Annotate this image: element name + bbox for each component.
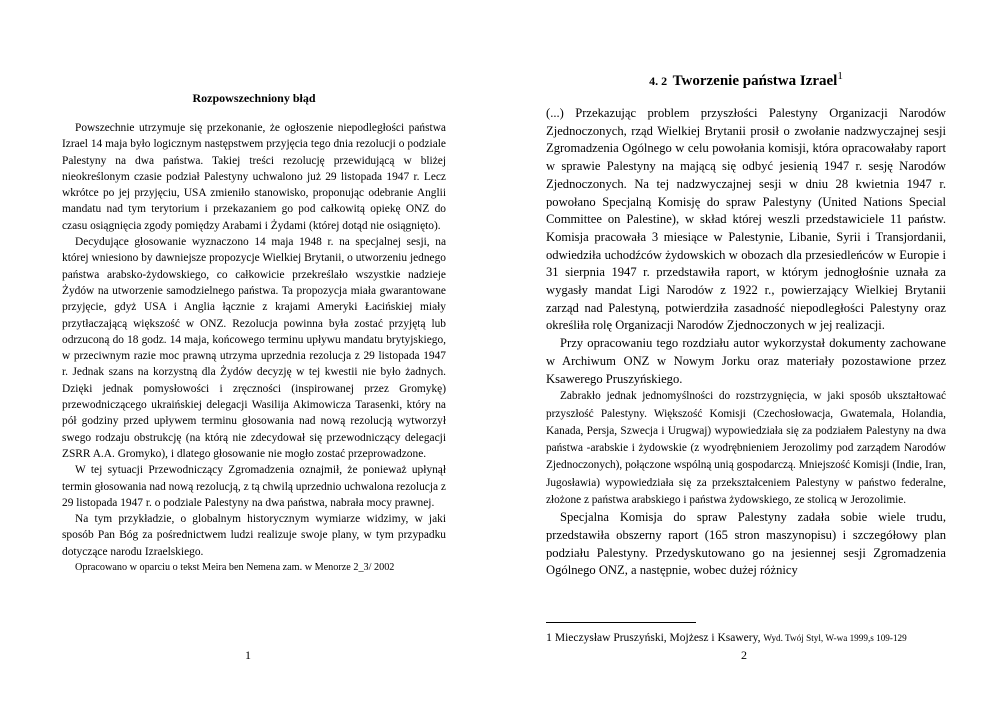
footnote-divider <box>546 622 696 623</box>
right-paragraph: Zabrakło jednak jednomyślności do rozstrzygnięcia, w jaki sposób ukształtować przyszłość Palestyny. Większość Komisji (Czechosłowacja, Gwatemala, Holandia, Kanada, Persja, Szwecja i Urugwaj) wypowiedziała się za podziałem Palestyny na dwa państwa -arabskie i żydowskie (z wyodrębnieniem Jerozolimy pod zarządem Narodów Zjednoczonych), połączone wspólną unią gospodarczą. Mniejszość Komisji (Indie, Iran, Jugosławia) wypowiedziała się za przekształceniem Palestyny w państwo federalne, złożone z państwa arabskiego i państwa żydowskiego, ze stolicą w Jerozolimie. <box>546 390 946 507</box>
chapter-heading <box>546 70 946 90</box>
left-paragraph: Powszechnie utrzymuje się przekonanie, że ogłoszenie niepodległości państwa Izrael 14 maja było logicznym następstwem przyjęcia tego dnia rezolucji o podziale Palestyny na dwa państwa. Takiej treści rezolucję przewidującą w bliżej nieokreślonym czasie podział Palestyny uchwalono już 29 listopada 1947 r. Lecz wkrótce po jej przyjęciu, USA zmieniło stanowisko, proponując odebranie Anglii mandatu nad tym terytorium i przekazaniem go pod całkowitą opiekę ONZ do czasu osiągnięcia zgody pomiędzy Arabami i Żydami (której dotąd nie osiągnięto). <box>62 122 446 232</box>
right-page-body <box>546 105 946 580</box>
right-paragraph: Specjalna Komisja do spraw Palestyny zadała sobie wiele trudu, przedstawiła obszerny raport (165 stron maszynopisu) i szczegółowy plan podziału Palestyny. Przedyskutowano go na jesiennej sesji Zgromadzenia Ogólnego ONZ, a następnie, wobec dużej różnicy <box>546 510 946 578</box>
left-paragraph: Decydujące głosowanie wyznaczono 14 maja 1948 r. na specjalnej sesji, na której wniesiono by dawniejsze propozycje Wielkiej Brytanii, o utworzeniu jednego państwa arabsko-żydowskiego, co całkowicie przekreślało wszystkie nadzieje Żydów na utworzenie samodzielnego państwa. Ta propozycja miała gwarantowane przyjęcie, gdyż USA i Anglia łącznie z krajami Ameryki Łacińskiej miały przytłaczającą większość w ONZ. Rezolucja powinna była zostać przyjętą lub odrzuconą do 18 godz. 14 maja, końcowego terminu upływu mandatu brytyjskiego, w przeciwnym razie moc prawną utrzyma uprzednia rezolucja z 29 listopada 1947 r. Jednak szans na korzystną dla Żydów decyzję w tej kwestii nie było żadnych. Dzięki jednak pomysłowości i zręczności (inspirowanej przez Gromykę) przewodniczącego ukraińskiej delegacji Wasilija Akimowicza Tarasenki, który na pół godziny przed upływem terminu głosowania nad nową rezolucją wytworzył swego rodzaju obstrukcję (na którą nie zdecydował się przewodniczący delegacji ZSRR A.A. Gromyko), i dlatego głosowanie nie mogło zostać przeprowadzone. <box>62 236 446 460</box>
left-paragraph: Na tym przykładzie, o globalnym historycznym wymiarze widzimy, w jaki sposób Pan Bóg za pośrednictwem ludzi realizuje swoje plany, w tym przypadku dotyczące narodu Izraelskiego. <box>62 513 446 558</box>
page-number-left: 1 <box>245 648 251 662</box>
left-page-title: Rozpowszechniony błąd <box>192 91 316 105</box>
footnote-ref[interactable]: 1 <box>837 70 843 82</box>
chapter-title: Tworzenie państwa Izrael <box>672 73 838 89</box>
footnote <box>546 630 966 645</box>
right-paragraph: (...) Przekazując problem przyszłości Palestyny Organizacji Narodów Zjednoczonych, rząd Wielkiej Brytanii prosił o zwołanie nadzwyczajnej sesji Zgromadzenia Ogólnego w celu powołania komisji, która opracowałaby raport w sprawie Palestyny na mającą się odbyć jesienią 1947 r. sesję Narodów Zjednoczonych. Na tej nadzwyczajnej sesji w dniu 28 kwietnia 1947 r. powołano Specjalną Komisję do spraw Palestyny (United Nations Special Committee on Palestine), w skład której weszli przedstawiciele 11 państw. Komisja pracowała 3 miesiące w Palestynie, Libanie, Syrii i Transjordanii, odwiedziła uchodźców żydowskich w obozach dla przesiedleńców w Europie i 31 sierpnia 1947 r. przedstawiła raport, w którym jednogłośnie uznała za wygasły mandat Ligi Narodów z 1922 r., powierzający Wielkiej Brytanii zarząd nad Palestyną, potwierdziła zasadność niepodległości Palestyny oraz określiła rolę Organizacji Narodów Zjednoczonych w jej realizacji. <box>546 106 946 333</box>
left-page-body <box>62 120 446 575</box>
footnote-mark: 1 <box>546 630 552 644</box>
chapter-number: 4. 2 <box>649 74 668 88</box>
right-paragraph: Przy opracowaniu tego rozdziału autor wykorzystał dokumenty zachowane w Archiwum ONZ w Nowym Jorku oraz materiały pozostawione przez Ksawerego Pruszyńskiego. <box>546 336 946 386</box>
left-paragraph: W tej sytuacji Przewodniczący Zgromadzenia oznajmił, że ponieważ upłynął termin głosowania nad nową rezolucją, z tą chwilą uprzednio uchwalona rezolucja z 29 listopada 1947 r. o podziale Palestyny na dwa państwa, nabrała mocy prawnej. <box>62 464 446 509</box>
footnote-publication: Wyd. Twój Styl, W-wa 1999,s 109-129 <box>763 633 907 643</box>
page-number-right: 2 <box>741 648 747 662</box>
footnote-author: Mieczysław Pruszyński, Mojżesz i Ksawery, <box>554 632 761 644</box>
source-note: Opracowano w oparciu o tekst Meira ben Nemena zam. w Menorze 2_3/ 2002 <box>75 562 395 574</box>
